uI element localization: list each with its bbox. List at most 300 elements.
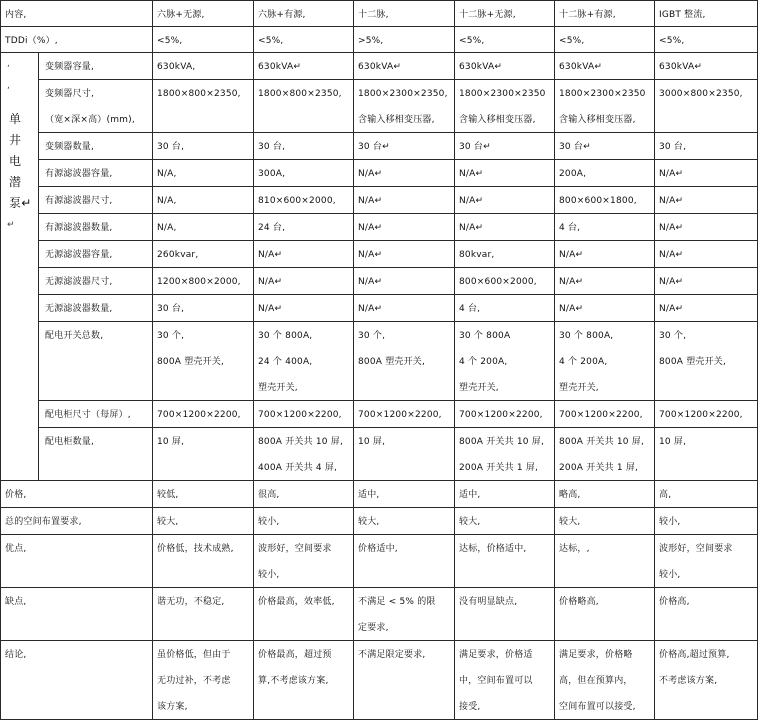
- cell-text-line: 300A,: [258, 169, 286, 179]
- pump-spec-row: [1, 295, 758, 322]
- pump-spec-row: [1, 187, 758, 214]
- cell-text-line: N/A↵: [659, 250, 684, 260]
- cell-text-line: 无源滤波器尺寸,: [45, 277, 113, 287]
- value-cell: [555, 428, 655, 481]
- summary-value-cell: [555, 588, 655, 641]
- summary-label: 结论,: [1, 641, 153, 720]
- tddi-value: <5%,: [153, 27, 254, 53]
- cell-text-line: 30 台,: [258, 142, 286, 152]
- pump-spec-row: [1, 214, 758, 241]
- row-label: [39, 214, 153, 241]
- cell-text-line: 较小,: [659, 570, 681, 580]
- value-cell: [153, 80, 254, 133]
- cell-text-line: N/A,: [157, 223, 177, 233]
- cell-text-line: 630kVA↵: [659, 62, 703, 72]
- value-cell: [354, 160, 455, 187]
- summary-value-cell: [655, 481, 758, 508]
- group-char: 泵↵: [9, 196, 32, 210]
- cell-text-line: 塑壳开关,: [559, 383, 599, 393]
- cell-text-line: 较小,: [659, 517, 681, 527]
- value-cell: [655, 268, 758, 295]
- summary-row: [1, 535, 758, 588]
- value-cell: [555, 241, 655, 268]
- row-label: [39, 160, 153, 187]
- value-cell: [354, 322, 455, 401]
- cell-text-line: 800A 塑壳开关,: [157, 357, 225, 367]
- summary-value-cell: [354, 588, 455, 641]
- value-cell: [153, 401, 254, 428]
- value-cell: [455, 428, 555, 481]
- value-cell: [254, 322, 354, 401]
- cell-text-line: 30 台↵: [459, 142, 491, 152]
- value-cell: [655, 214, 758, 241]
- cell-text-line: 30 个 800A: [459, 331, 511, 341]
- pump-spec-row: [1, 322, 758, 401]
- cell-text-line: 630kVA,: [157, 62, 196, 72]
- summary-label: 优点,: [1, 535, 153, 588]
- cell-text-line: 4 个 200A,: [459, 357, 508, 367]
- cell-text-line: 波形好，空间要求: [659, 544, 733, 554]
- cell-text-line: 30 台↵: [559, 142, 591, 152]
- group-char: 单: [9, 112, 22, 126]
- cell-text-line: 不满足限定要求,: [358, 650, 426, 660]
- row-label: [39, 133, 153, 160]
- cell-text-line: 1200×800×2000,: [157, 277, 241, 287]
- value-cell: [153, 268, 254, 295]
- value-cell: [354, 401, 455, 428]
- cell-text-line: 塑壳开关,: [459, 383, 499, 393]
- value-cell: [555, 295, 655, 322]
- value-cell: [655, 187, 758, 214]
- tddi-value: <5%,: [655, 27, 758, 53]
- value-cell: [254, 428, 354, 481]
- pump-spec-row: [1, 80, 758, 133]
- cell-text-line: N/A↵: [659, 277, 684, 287]
- header-cell-12pulse: 十二脉,: [354, 1, 455, 27]
- pump-spec-row: [1, 401, 758, 428]
- cell-text-line: 30 台,: [157, 142, 185, 152]
- value-cell: [655, 322, 758, 401]
- group-char: 潜: [9, 175, 22, 189]
- cell-text-line: N/A↵: [659, 196, 684, 206]
- value-cell: [555, 268, 655, 295]
- cell-text-line: 1800×2300×2350: [559, 89, 646, 99]
- group-label-single-well-esp: [1, 53, 39, 481]
- value-cell: [655, 133, 758, 160]
- summary-row: [1, 481, 758, 508]
- summary-value-cell: [153, 508, 254, 535]
- cell-text-line: 价格适中,: [358, 544, 398, 554]
- cell-text-line: 10 屏,: [358, 437, 386, 447]
- summary-value-cell: [455, 641, 555, 720]
- tddi-value: <5%,: [254, 27, 354, 53]
- summary-value-cell: [254, 481, 354, 508]
- cell-text-line: 200A 开关共 1 屏,: [459, 463, 539, 473]
- group-char: 电: [9, 154, 22, 168]
- summary-value-cell: [455, 481, 555, 508]
- summary-label: 价格,: [1, 481, 153, 508]
- value-cell: [655, 428, 758, 481]
- cell-text-line: 中，空间布置可以: [459, 676, 533, 686]
- cell-text-line: 不考虑该方案,: [659, 676, 718, 686]
- row-label: [39, 295, 153, 322]
- value-cell: [655, 80, 758, 133]
- cell-text-line: 有源滤波器数量,: [45, 223, 113, 233]
- cell-text-line: 达标，价格适中,: [459, 544, 527, 554]
- value-cell: [153, 214, 254, 241]
- summary-value-cell: [254, 508, 354, 535]
- cell-text-line: 无源滤波器数量,: [45, 304, 113, 314]
- cell-text-line: 1800×2300×2350: [459, 89, 546, 99]
- row-label: [39, 401, 153, 428]
- cell-text-line: 24 台,: [258, 223, 286, 233]
- summary-value-cell: [555, 535, 655, 588]
- row-label: [39, 53, 153, 80]
- row-label: [39, 187, 153, 214]
- cell-text-line: N/A↵: [559, 250, 584, 260]
- cell-text-line: 接受,: [459, 702, 481, 712]
- cell-text-line: 30 台,: [157, 304, 185, 314]
- cell-text-line: N/A↵: [358, 277, 383, 287]
- value-cell: [153, 133, 254, 160]
- cell-text-line: 满足要求，价格适: [459, 650, 533, 660]
- cell-text-line: 变频器容量,: [45, 62, 95, 72]
- cell-text-line: 800A 开关共 10 屏,: [559, 437, 645, 447]
- pump-spec-row: [1, 160, 758, 187]
- value-cell: [254, 133, 354, 160]
- cell-text-line: N/A↵: [559, 304, 584, 314]
- cell-text-line: （宽×深×高）(mm),: [45, 115, 135, 125]
- cell-text-line: 1800×800×2350,: [157, 89, 241, 99]
- summary-value-cell: [354, 535, 455, 588]
- cell-text-line: N/A↵: [659, 223, 684, 233]
- cell-text-line: 810×600×2000,: [258, 196, 336, 206]
- row-label: [39, 322, 153, 401]
- cell-text-line: 达标，,: [559, 544, 590, 554]
- cell-text-line: 定要求,: [358, 623, 389, 633]
- value-cell: [455, 401, 555, 428]
- value-cell: [354, 53, 455, 80]
- cell-text-line: 变频器尺寸,: [45, 89, 95, 99]
- cell-text-line: 630kVA↵: [559, 62, 603, 72]
- cell-text-line: 260kvar,: [157, 250, 199, 260]
- cell-text-line: 价格最高，超过预: [258, 650, 332, 660]
- value-cell: [354, 133, 455, 160]
- cell-text-line: 800×600×2000,: [459, 277, 537, 287]
- cell-text-line: 700×1200×2200,: [258, 410, 342, 420]
- summary-row: [1, 588, 758, 641]
- cell-text-line: 630kVA↵: [258, 62, 302, 72]
- cell-text-line: 虽价格低，但由于: [157, 650, 231, 660]
- group-mark: ↵: [7, 220, 15, 230]
- cell-text-line: 1800×800×2350,: [258, 89, 342, 99]
- cell-text-line: 800A 塑壳开关,: [659, 357, 727, 367]
- cell-text-line: 高,: [659, 490, 672, 500]
- value-cell: [254, 160, 354, 187]
- cell-text-line: 630kVA↵: [358, 62, 402, 72]
- summary-value-cell: [655, 588, 758, 641]
- pump-spec-row: [1, 133, 758, 160]
- cell-text-line: 满足要求，价格略: [559, 650, 633, 660]
- cell-text-line: 700×1200×2200,: [459, 410, 543, 420]
- cell-text-line: N/A↵: [559, 277, 584, 287]
- summary-value-cell: [254, 535, 354, 588]
- value-cell: [455, 268, 555, 295]
- value-cell: [555, 80, 655, 133]
- cell-text-line: 价格略高,: [559, 597, 599, 607]
- value-cell: [254, 268, 354, 295]
- pump-spec-row: [1, 241, 758, 268]
- cell-text-line: N/A↵: [659, 304, 684, 314]
- cell-text-line: N/A↵: [258, 277, 283, 287]
- summary-value-cell: [555, 508, 655, 535]
- cell-text-line: N/A↵: [358, 304, 383, 314]
- cell-text-line: 较小,: [258, 570, 280, 580]
- cell-text-line: 不满足 < 5% 的限: [358, 597, 436, 607]
- cell-text-line: 变频器数量,: [45, 142, 95, 152]
- value-cell: [254, 401, 354, 428]
- cell-text-line: 700×1200×2200,: [659, 410, 743, 420]
- value-cell: [455, 53, 555, 80]
- cell-text-line: 波形好，空间要求: [258, 544, 332, 554]
- cell-text-line: 800A 开关共 10 屏,: [459, 437, 545, 447]
- value-cell: [455, 214, 555, 241]
- value-cell: [655, 241, 758, 268]
- cell-text-line: 4 个 200A,: [559, 357, 608, 367]
- cell-text-line: N/A↵: [659, 169, 684, 179]
- summary-value-cell: [254, 588, 354, 641]
- summary-value-cell: [153, 588, 254, 641]
- header-cell-12pulse-passive: 十二脉+无源,: [455, 1, 555, 27]
- tddi-label: TDDi（%）,: [1, 27, 153, 53]
- summary-value-cell: [655, 641, 758, 720]
- cell-text-line: 30 个 800A,: [559, 331, 614, 341]
- value-cell: [153, 295, 254, 322]
- value-cell: [555, 133, 655, 160]
- cell-text-line: 800A 塑壳开关,: [358, 357, 426, 367]
- value-cell: [655, 160, 758, 187]
- cell-text-line: N/A,: [157, 196, 177, 206]
- cell-text-line: 10 屏,: [157, 437, 185, 447]
- header-cell-6pulse-active: 六脉+有源,: [254, 1, 354, 27]
- value-cell: [254, 187, 354, 214]
- tddi-value: <5%,: [455, 27, 555, 53]
- pump-spec-row: [1, 53, 758, 80]
- cell-text-line: 1800×2300×2350,: [358, 89, 448, 99]
- summary-value-cell: [655, 508, 758, 535]
- value-cell: [455, 187, 555, 214]
- value-cell: [455, 322, 555, 401]
- value-cell: [354, 295, 455, 322]
- value-cell: [254, 80, 354, 133]
- group-mark: ,: [7, 81, 11, 91]
- value-cell: [655, 53, 758, 80]
- value-cell: [555, 214, 655, 241]
- cell-text-line: 700×1200×2200,: [358, 410, 442, 420]
- header-cell-igbt: IGBT 整流,: [655, 1, 758, 27]
- row-label: [39, 80, 153, 133]
- summary-value-cell: [354, 481, 455, 508]
- value-cell: [555, 187, 655, 214]
- cell-text-line: 配电柜尺寸（每屏）,: [45, 410, 131, 420]
- cell-text-line: 800×600×1800,: [559, 196, 637, 206]
- cell-text-line: 塑壳开关,: [258, 383, 298, 393]
- pump-spec-row: [1, 268, 758, 295]
- header-row: [1, 1, 758, 27]
- value-cell: [555, 322, 655, 401]
- cell-text-line: 较大,: [358, 517, 380, 527]
- value-cell: [655, 401, 758, 428]
- cell-text-line: 有源滤波器尺寸,: [45, 196, 113, 206]
- cell-text-line: 4 台,: [459, 304, 481, 314]
- value-cell: [153, 53, 254, 80]
- value-cell: [455, 241, 555, 268]
- cell-text-line: 较大,: [459, 517, 481, 527]
- summary-row: [1, 508, 758, 535]
- summary-value-cell: [153, 481, 254, 508]
- cell-text-line: 700×1200×2200,: [157, 410, 241, 420]
- cell-text-line: 400A 开关共 4 屏,: [258, 463, 338, 473]
- value-cell: [555, 160, 655, 187]
- cell-text-line: 空间布置可以接受,: [559, 702, 636, 712]
- cell-text-line: 800A 开关共 10 屏,: [258, 437, 344, 447]
- cell-text-line: 谐无功，不稳定,: [157, 597, 225, 607]
- cell-text-line: 30 个,: [157, 331, 185, 341]
- value-cell: [354, 241, 455, 268]
- row-label: [39, 268, 153, 295]
- summary-value-cell: [254, 641, 354, 720]
- cell-text-line: 有源滤波器容量,: [45, 169, 113, 179]
- row-label: [39, 428, 153, 481]
- cell-text-line: 价格最高，效率低,: [258, 597, 335, 607]
- value-cell: [153, 187, 254, 214]
- value-cell: [455, 80, 555, 133]
- header-cell-content: 内容,: [1, 1, 153, 27]
- cell-text-line: 没有明显缺点,: [459, 597, 518, 607]
- cell-text-line: 高，但在预算内，: [559, 676, 633, 686]
- cell-text-line: 30 台↵: [358, 142, 390, 152]
- group-mark: ,: [7, 59, 11, 69]
- cell-text-line: 30 个,: [358, 331, 386, 341]
- cell-text-line: N/A↵: [358, 223, 383, 233]
- cell-text-line: N/A↵: [459, 196, 484, 206]
- value-cell: [354, 80, 455, 133]
- value-cell: [254, 214, 354, 241]
- tddi-value: >5%,: [354, 27, 455, 53]
- cell-text-line: 配电开关总数,: [45, 331, 104, 341]
- header-cell-12pulse-active: 十二脉+有源,: [555, 1, 655, 27]
- cell-text-line: 30 个,: [659, 331, 687, 341]
- cell-text-line: 含输入移相变压器,: [459, 115, 536, 125]
- value-cell: [655, 295, 758, 322]
- value-cell: [354, 268, 455, 295]
- summary-value-cell: [455, 535, 555, 588]
- value-cell: [153, 160, 254, 187]
- value-cell: [455, 133, 555, 160]
- cell-text-line: 该方案,: [157, 702, 188, 712]
- value-cell: [254, 295, 354, 322]
- summary-value-cell: [655, 535, 758, 588]
- value-cell: [354, 214, 455, 241]
- cell-text-line: 700×1200×2200,: [559, 410, 643, 420]
- cell-text-line: 较大,: [559, 517, 581, 527]
- summary-value-cell: [354, 641, 455, 720]
- cell-text-line: 含输入移相变压器,: [559, 115, 636, 125]
- cell-text-line: 无源滤波器容量,: [45, 250, 113, 260]
- summary-label: 总的空间布置要求,: [1, 508, 153, 535]
- pump-spec-row: [1, 428, 758, 481]
- cell-text-line: 较低,: [157, 490, 179, 500]
- cell-text-line: N/A↵: [358, 196, 383, 206]
- tddi-value: <5%,: [555, 27, 655, 53]
- cell-text-line: 适中,: [459, 490, 481, 500]
- cell-text-line: 略高,: [559, 490, 581, 500]
- cell-text-line: 很高,: [258, 490, 280, 500]
- value-cell: [254, 53, 354, 80]
- cell-text-line: 算,不考虑该方案,: [258, 676, 329, 686]
- cell-text-line: 较大,: [157, 517, 179, 527]
- value-cell: [153, 428, 254, 481]
- cell-text-line: N/A↵: [258, 304, 283, 314]
- value-cell: [254, 241, 354, 268]
- cell-text-line: 价格高,超过预算,: [659, 650, 730, 660]
- summary-value-cell: [555, 481, 655, 508]
- cell-text-line: N/A,: [157, 169, 177, 179]
- cell-text-line: 价格低，技术成熟,: [157, 544, 234, 554]
- value-cell: [354, 187, 455, 214]
- row-label: [39, 241, 153, 268]
- cell-text-line: 30 台,: [659, 142, 687, 152]
- cell-text-line: 3000×800×2350,: [659, 89, 743, 99]
- value-cell: [153, 241, 254, 268]
- cell-text-line: 80kvar,: [459, 250, 495, 260]
- header-cell-6pulse-passive: 六脉+无源,: [153, 1, 254, 27]
- cell-text-line: 10 屏,: [659, 437, 687, 447]
- summary-value-cell: [455, 508, 555, 535]
- value-cell: [455, 295, 555, 322]
- cell-text-line: N/A↵: [358, 250, 383, 260]
- cell-text-line: N/A↵: [459, 223, 484, 233]
- summary-value-cell: [354, 508, 455, 535]
- summary-value-cell: [555, 641, 655, 720]
- value-cell: [455, 160, 555, 187]
- cell-text-line: 630kVA↵: [459, 62, 503, 72]
- summary-label: 缺点,: [1, 588, 153, 641]
- cell-text-line: 24 个 400A,: [258, 357, 313, 367]
- cell-text-line: 较小,: [258, 517, 280, 527]
- tddi-row: [1, 27, 758, 53]
- cell-text-line: 配电柜数量,: [45, 437, 95, 447]
- summary-value-cell: [455, 588, 555, 641]
- cell-text-line: 200A,: [559, 169, 587, 179]
- summary-row: [1, 641, 758, 720]
- cell-text-line: N/A↵: [258, 250, 283, 260]
- value-cell: [555, 401, 655, 428]
- cell-text-line: 适中,: [358, 490, 380, 500]
- cell-text-line: N/A↵: [459, 169, 484, 179]
- summary-value-cell: [153, 535, 254, 588]
- cell-text-line: 30 个 800A,: [258, 331, 313, 341]
- value-cell: [555, 53, 655, 80]
- summary-value-cell: [153, 641, 254, 720]
- cell-text-line: 含输入移相变压器,: [358, 115, 435, 125]
- cell-text-line: 200A 开关共 1 屏,: [559, 463, 639, 473]
- value-cell: [354, 428, 455, 481]
- value-cell: [153, 322, 254, 401]
- cell-text-line: 价格高,: [659, 597, 690, 607]
- cell-text-line: 4 台,: [559, 223, 581, 233]
- group-char: 井: [9, 133, 22, 147]
